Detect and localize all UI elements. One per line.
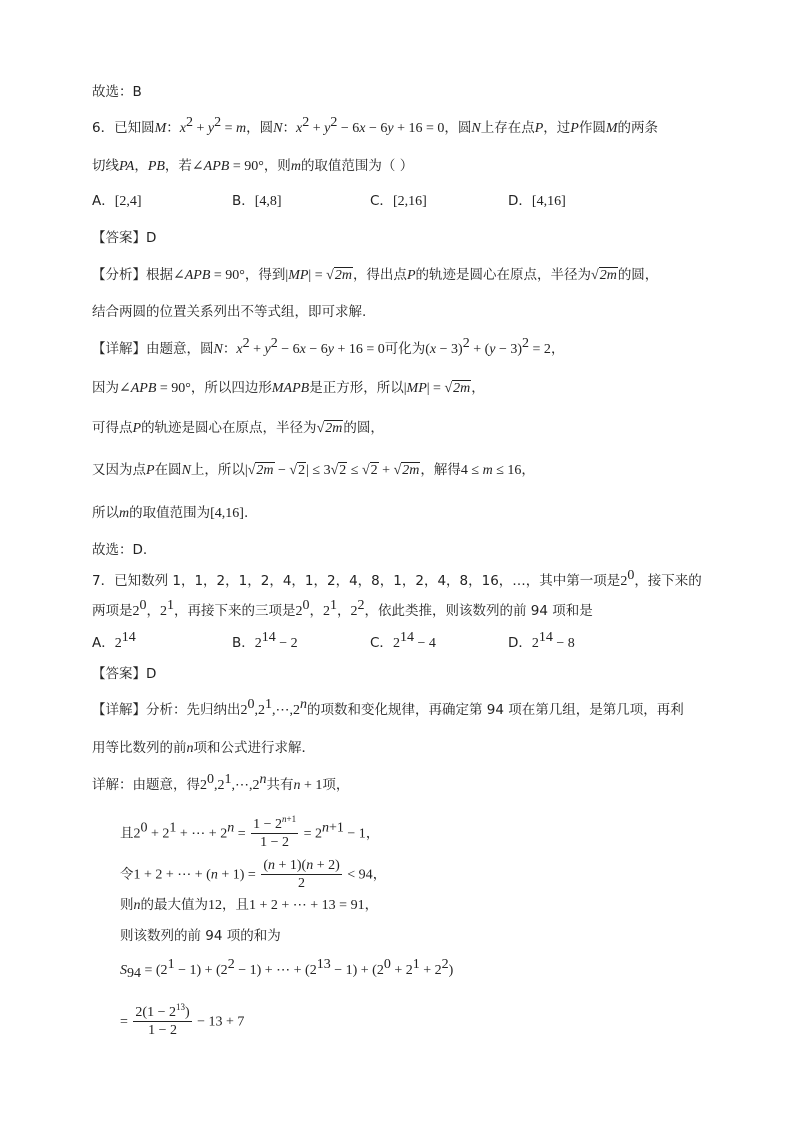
- detail-6-line-5: 所以m的取值范围为[4,16].: [92, 505, 249, 521]
- detail-7-line-3: 详解：由题意，得$2^0,2^1,\cdots,2^n$共有n + 1项，: [92, 772, 350, 793]
- detail-7-line-9: = $\frac{2(1 - 2^{13})}{1 - 2}$ − 13 + 7: [120, 1002, 245, 1038]
- answer-7: 【答案】D: [92, 666, 157, 682]
- detail-7-line-1: 【详解】分析：先归纳出$2^0,2^1,\cdots,2^n$的项数和变化规律，再确定第 94 项在第几组，是第几项，再利: [92, 697, 684, 718]
- answer-line-6: 故选：D.: [92, 542, 148, 558]
- option-6-a: A．[2,4]: [92, 193, 142, 209]
- option-7-d: D．$2^{14} - 8$: [508, 630, 575, 651]
- detail-7-line-8: $S_{94} = (2^1 - 1) + (2^2 - 1)$ + ⋯ + $(2^{13} - 1) + (2^0 + 2^1 + 2^2)$: [120, 957, 454, 981]
- question-7-line-2: 两项是$2^0$，$2^1$，再接下来的三项是$2^0$，$2^1$，$2^2$，依此类推，则该数列的前 94 项和是: [92, 598, 593, 619]
- detail-7-line-4: 且$2^0 + 2^1$ + ⋯ + $2^n$ = $\frac{1 - 2^{n+1}}{1 - 2}$ = $2^{n+1} - 1$，: [120, 814, 380, 850]
- option-6-c: C．[2,16]: [370, 193, 427, 209]
- analysis-6-line-2: 结合两圆的位置关系列出不等式组，即可求解.: [92, 304, 367, 320]
- option-7-b: B．$2^{14} - 2$: [232, 630, 298, 651]
- answer-line-prev: 故选：B: [92, 84, 142, 100]
- option-7-a: A．$2^{14}$: [92, 630, 136, 651]
- question-6-line-2: 切线PA，PB，若∠APB = 90°，则m的取值范围为（ ）: [92, 158, 414, 174]
- detail-6-line-2: 因为∠APB = 90°，所以四边形MAPB是正方形，所以|MP| = √2m，: [92, 380, 485, 396]
- detail-6-line-1: 【详解】由题意，圆N：$x^2 + y^2 - 6x - 6y + 16 = 0$可化为$(x - 3)^2 + (y - 3)^2 = 2$，: [92, 336, 565, 357]
- question-6-line-1: 6．已知圆M：$x^2 + y^2 = m$，圆N：$x^2 + y^2 - 6x - 6y + 16 = 0$，圆N上存在点P，过P作圆M的两条: [92, 115, 659, 136]
- answer-6: 【答案】D: [92, 230, 157, 246]
- option-7-c: C．$2^{14} - 4$: [370, 630, 436, 651]
- detail-7-line-6: 则n的最大值为12，且1 + 2 + ⋯ + 13 = 91，: [120, 897, 379, 913]
- detail-7-line-5: 令1 + 2 + ⋯ + (n + 1) = $\frac{(n + 1)(n + 2)}{2}$ < 94，: [120, 858, 387, 891]
- detail-7-line-2: 用等比数列的前n项和公式进行求解．: [92, 740, 315, 756]
- detail-6-line-3: 可得点P的轨迹是圆心在原点，半径为√2m的圆，: [92, 420, 384, 436]
- question-7-line-1: 7．已知数列 1，1，2，1，2，4，1，2，4，8，1，2，4，8，16，…，其中第一项是$2^0$，接下来的: [92, 568, 702, 589]
- detail-6-line-4: 又因为点P在圆N上，所以|√2m − √2| ≤ 3√2 ≤ √2 + √2m，解得4 ≤ m ≤ 16，: [92, 462, 535, 478]
- option-6-b: B．[4,8]: [232, 193, 282, 209]
- option-6-d: D．[4,16]: [508, 193, 566, 209]
- analysis-6-line-1: 【分析】根据∠APB = 90°，得到|MP| = √2m，得出点P的轨迹是圆心在原点，半径为√2m的圆，: [92, 267, 659, 283]
- detail-7-line-7: 则该数列的前 94 项的和为: [120, 928, 281, 944]
